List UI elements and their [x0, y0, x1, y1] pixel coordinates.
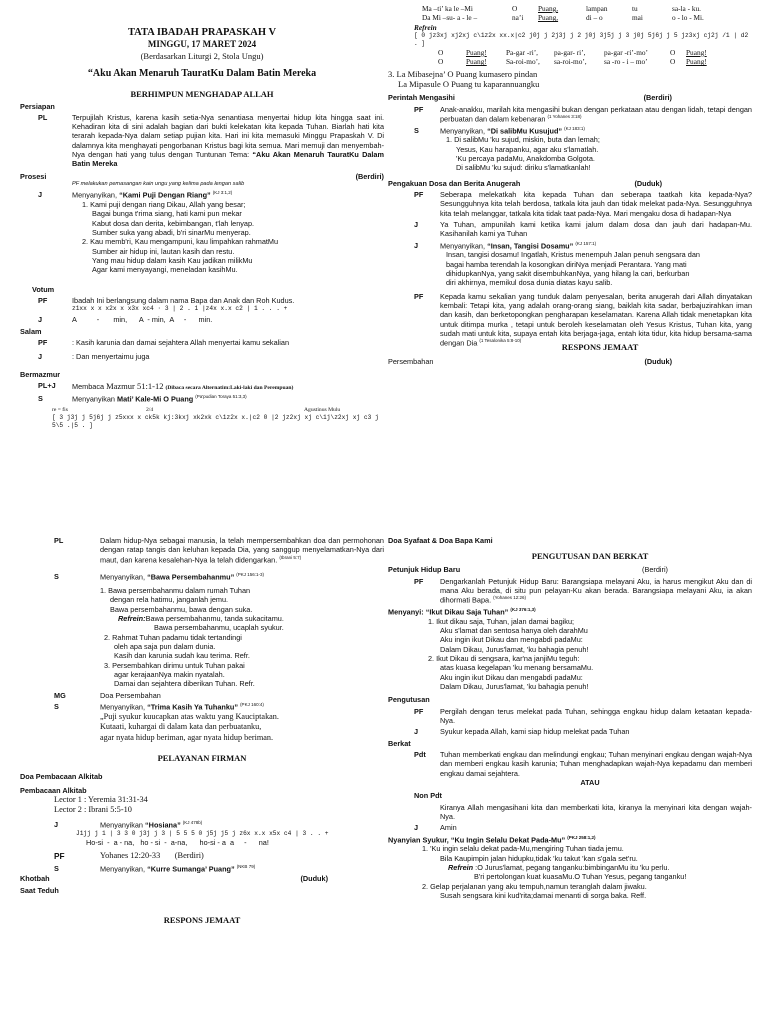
- label-pengutusan: Pengutusan: [388, 695, 430, 705]
- pengutusan-text: Pergilah dengan terus melekat pada Tuhan, sehingga engkau hidup dalam ketaatan kepada-Nya.: [440, 706, 752, 725]
- speaker: J: [414, 727, 419, 737]
- refrein-line-1: [388, 48, 752, 57]
- song-verse-ikut: [388, 617, 752, 692]
- amin-row: [20, 315, 384, 324]
- lyric: di – o: [586, 13, 603, 23]
- persiapan-body: Terpujilah Kristus, karena kasih setia-Nya senantiasa menyertai hidup kita hingga saat ini. Kehadiran kita di sini adalah bagian dari bukti kelekatan kita kepada Tuhan. Biarlah hati kita terarah kepada-Nya dalam setiap pujian kita. Hari ini kita memasuki Minggu Prapaskah V. Di dalamnya kita menghayati pengorbanan Kristus bagi kita semua. Mari memuji dan menyembah-Nya dengan hati yang tulus dengan Tuntunan Tema:: [72, 112, 384, 160]
- verse-line: 1. Ikut dikau saja, Tuhan, jalan damai bagiku;: [428, 616, 575, 626]
- song-ref: (KJ 478b): [182, 820, 203, 826]
- label-doa-pembacaan: Doa Pembacaan Alkitab: [20, 772, 103, 782]
- song-title: “Bawa Persembahanmu”: [147, 572, 235, 582]
- hosiana-row: [20, 820, 384, 830]
- section-respons-2: RESPONS JEMAAT: [163, 915, 241, 926]
- berita-row: [388, 292, 752, 348]
- verse-line: bagai hamba terendah la kosongkan diriNya menjadi Perantara. Yang mati: [446, 259, 687, 269]
- song-ref: (PKJ 258:1,2): [567, 834, 596, 840]
- lector-2: [20, 805, 384, 816]
- sing-label: Menyanyikan: [100, 820, 146, 830]
- injil-line: [100, 851, 384, 862]
- lyric: o - lo - Mi.: [672, 13, 704, 23]
- speaker: J: [414, 823, 419, 833]
- amin-text: Amin: [440, 823, 457, 833]
- posture-berdiri: (Berdiri): [643, 93, 672, 103]
- right-column-1: [388, 4, 752, 512]
- salam-j-text: : Dan menyertaimu juga: [72, 352, 150, 362]
- sing-label: Menyanyikan,: [100, 572, 148, 582]
- mazmur-row: [20, 381, 384, 392]
- label-saat-teduh: Saat Teduh: [20, 885, 59, 895]
- label-pengakuan: Pengakuan Dosa dan Berita Anugerah: [388, 178, 521, 188]
- mazmur-note: (Dibaca secara Alternatim:Laki-laki dan Perempuan): [165, 384, 294, 391]
- lyric: sa-la - ku.: [672, 4, 701, 13]
- section-berhimpun: BERHIMPUN MENGHADAP ALLAH: [130, 88, 274, 99]
- lyric: Puang,: [538, 4, 559, 13]
- song-verse-1: [20, 200, 384, 275]
- speaker: J: [414, 240, 419, 250]
- lyric: tu: [632, 4, 638, 13]
- votum-notation: z1xx x x x2x x x3x xc4 · 3 | 2 . 1 |z4x x.x c2 | 1 . . . +: [72, 305, 288, 313]
- petunjuk-text: [440, 577, 752, 605]
- song-ref: (KJ 3:1,2): [212, 190, 233, 196]
- persembahan-pl-row: [20, 536, 384, 564]
- song-title: “Kami Puji Dengan Riang”: [119, 190, 211, 200]
- verse-line: Bagai bunga t'rima siang, hati kami pun mekar: [92, 209, 242, 219]
- song-title: “Kurre Sumanga’ Puang”: [147, 864, 235, 874]
- song-verse-bawa: [20, 586, 384, 689]
- verse-line: 1. Bawa persembahanmu dalam rumah Tuhan: [100, 586, 251, 596]
- label-berkat: Berkat: [388, 738, 411, 748]
- label-pembacaan: Pembacaan Alkitab: [20, 785, 87, 795]
- speaker: J: [38, 190, 43, 200]
- refrein-line: Bawa persembahanmu, ucaplah syukur.: [154, 623, 284, 633]
- label-prosesi: Prosesi: [20, 171, 47, 181]
- speaker: PF: [414, 291, 424, 301]
- syukur-line: [388, 835, 752, 845]
- sing2-row: [388, 126, 752, 136]
- pengakuan-header: [388, 179, 752, 188]
- verse-line: Aku s'lamat dan sentosa hanya oleh darahMu: [440, 626, 588, 636]
- page-title: TATA IBADAH PRAPASKAH V: [127, 27, 277, 38]
- verse-line: Aku ingin ikut Dikau dan mengabdi padaMu:: [440, 635, 583, 645]
- hosiana-lyric: Ho-si - a - na, ho - si - a-na, ho-si - a a - na!: [86, 837, 269, 847]
- amin-row-2: [388, 823, 752, 832]
- verse-line: Kabut dosa dan derita, kebimbangan, t'lah lenyap.: [92, 218, 255, 228]
- lyric: Da Mi –su- a - le –: [422, 13, 478, 23]
- verse-line: Kasih dan karunia sudah kau terima. Refr.: [114, 651, 250, 661]
- non-pdt-row: [388, 803, 752, 822]
- speaker: J: [38, 315, 43, 325]
- lector-label: Lector 2 :: [54, 805, 89, 815]
- refrein-label: Refrein: [414, 22, 437, 32]
- left-column-1: [20, 26, 384, 512]
- refrein-line-2: [388, 57, 752, 66]
- pengakuan-j-row: [388, 220, 752, 239]
- persembahan-header: [388, 357, 752, 366]
- verse-line: Sumber air hidup ini, lautan kasih dan restu.: [92, 246, 235, 256]
- verse-line: Agar kami menyayangi, meneladan kasihMu.: [92, 265, 238, 275]
- song-title: “Insan, Tangisi Dosamu”: [487, 241, 574, 251]
- song-verse-dekat: [388, 844, 752, 900]
- sing-label: Menyanyikan: [72, 394, 118, 404]
- posture-berdiri: (Berdiri): [355, 171, 384, 181]
- persembahan-pl-text: [100, 536, 384, 564]
- speaker: PF: [414, 706, 424, 716]
- verse-line: 'Ku percaya padaMu, Anakdomba Golgota.: [456, 154, 595, 164]
- verse-line: atas kuasa kegelapan 'ku menang bersamaMu.: [440, 663, 594, 673]
- pengakuan-text: Seberapa melekatkah kita kepada Tuhan dan seberapa taatkah kita kepada-Nya? Sesungguhnya kita telah berdosa, tatkala kita jauh dan tidak melekat pada-Nya. Sesungguhnya kita telah melanggar, tatkala kita tidak taat pada-Nya. Mari mengaku dosa di hadapan-Nya: [440, 190, 752, 218]
- verse-line: 1. Di salibMu 'ku sujud, miskin, buta dan lemah;: [446, 135, 600, 145]
- lector-label: Lector 1 :: [54, 794, 89, 804]
- liturgy-basis: (Berdasarkan Liturgi 2, Stola Ungu): [140, 50, 264, 61]
- song-composer: Agustinus Mulu: [304, 406, 341, 413]
- hosiana-notation: J1jj j 1 | 3 3 0 j3j j 3 | 5 5 5 0 j5j j5 j z6x x.x x5x c4 | 3 . . +: [76, 829, 329, 837]
- speaker: Pdt: [414, 749, 426, 759]
- label-salam: Salam: [20, 326, 42, 336]
- verse-line: 1. 'Ku ingin selalu dekat pada-Mu,mengiring Tuhan tiada jemu.: [422, 844, 624, 854]
- sing-row: [20, 190, 384, 200]
- mazmur-sing: [72, 394, 384, 404]
- verse-line: Aku ingin ikut Dikau dan mengabdi padaMu:: [440, 672, 583, 682]
- song-title: Mati’ Kale-Mi O Puang: [117, 394, 194, 404]
- verse-line: Susah sengsara kini kud'rita;damai menanti di sorga baka. Reff.: [440, 890, 647, 900]
- verse-line: 2. Gelap perjalanan yang aku tempuh,namun teranglah dalam jiwaku.: [422, 881, 647, 891]
- petunjuk-header: [388, 565, 752, 574]
- refrein-notation: [ 0 jz3xj xj2xj c\1z2x xx.x|c2 j0j j 2j3j j 2 j0j 3j5j j 3 j0j 5j6j j 5 jz3xj cj2j /1 | d2 . ]: [414, 31, 749, 47]
- refrein-line: B'ri pertolongan kuat kuasaMu.O Tuhan Yesus, pegang tanganku!: [474, 872, 687, 882]
- posture-duduk: (Duduk): [300, 874, 328, 884]
- label-petunjuk: Petunjuk Hidup Baru: [388, 565, 461, 575]
- posture-berdiri: (Berdiri): [642, 565, 668, 575]
- lyric: O: [438, 57, 444, 67]
- salam-pf-text: : Kasih karunia dan damai sejahtera Allah menyertai kamu sekalian: [72, 337, 290, 347]
- speaker: PL: [38, 112, 48, 122]
- verse-line: Insan, tangisi dosamu! Ingatlah, Kristus menempuh Jalan penuh sengsara dan: [446, 250, 700, 260]
- speaker: S: [54, 572, 59, 582]
- khotbah-header: [20, 874, 384, 883]
- trima-kasih-sing: [100, 702, 384, 712]
- song-title: “Ku Ingin Selalu Dekat Pada-Mu”: [450, 835, 566, 844]
- verse-line: 2. Kau memb'ri, Kau mengampuni, kau limpahkan rahmatMu: [82, 237, 279, 247]
- song-ref: (KJ 183:1): [564, 125, 585, 131]
- speaker: J: [414, 220, 419, 230]
- speaker: S: [414, 125, 419, 135]
- sing-label: Menyanyikan,: [100, 864, 148, 874]
- song-notation: [ 3 j3j j 5j6j j z5xxx x ck5k kj:3kxj xk2xk c\1z2x x.|c2 0 |2 jz2xj xj c\1j\z2xj xj c3 j 5\5 .|5 . ]: [52, 413, 379, 429]
- speaker: J: [38, 352, 43, 362]
- label-doa-syafaat: Doa Syafaat & Doa Bapa Kami: [388, 536, 493, 545]
- speaker: S: [38, 394, 43, 404]
- amin-text: A - min, A - min, A - min.: [72, 315, 213, 325]
- mazmur-sing-row: [20, 394, 384, 404]
- persembahan-sing: [100, 572, 384, 582]
- salam-row-pf: [20, 338, 384, 347]
- verse-line: Bawa persembahanmu, bawa dengan suka.: [110, 604, 253, 614]
- petunjuk-body: Dengarkanlah Petunjuk Hidup Baru: Barangsiapa melayani Aku, ia harus mengikut Aku dan di mana Aku berada, di situ pun pelayan-Ku akan berada. Barangsiapa melayani Aku, ia akan dihormati Bapa.: [440, 576, 752, 605]
- verse-line: Yesus, Kau harapanku, agar aku s'lamatlah.: [456, 144, 599, 154]
- speaker: PL: [54, 536, 64, 545]
- doa-persembahan: Doa Persembahan: [100, 690, 161, 700]
- verse-line: 2. Ikut Dikau di sengsara, kar'na janjiMu teguh:: [428, 654, 580, 663]
- refrein-label: Refrein:: [118, 614, 146, 624]
- service-theme: “Aku Akan Menaruh TauratKu Dalam Batin Mereka: [87, 67, 317, 79]
- speaker: PF: [414, 576, 424, 586]
- perintah-header: [388, 93, 752, 102]
- persiapan-text: [72, 113, 384, 169]
- mazmur-label: Membaca: [72, 381, 107, 391]
- verse-line: Di salibMu 'ku sujud: diriku s'lamatkanlah!: [456, 163, 591, 173]
- label-khotbah: Khotbah: [20, 874, 50, 884]
- song-verse-salib: [388, 135, 752, 172]
- label-persembahan: Persembahan: [388, 357, 434, 367]
- verse-line: Dalam Dikau, Jurus'lamat, 'ku bahagia penuh!: [440, 644, 589, 654]
- song-ref: (PKJ 156:1-3): [236, 572, 265, 578]
- speaker: PF: [414, 190, 424, 200]
- song-meter: 2/4: [146, 406, 154, 413]
- menyanyi-line: [388, 607, 752, 617]
- lyric: Pa-gar -ri’,: [506, 47, 539, 57]
- petunjuk-row: [388, 577, 752, 605]
- speaker: PF: [38, 337, 48, 347]
- lyric: Puang!: [686, 47, 707, 57]
- right-column-2: [388, 534, 752, 1024]
- song-trima-kasih: [20, 712, 384, 744]
- label-bermazmur: Bermazmur: [20, 369, 61, 379]
- refrein-line: :O Jurus'lamat, pegang tanganku:bimbinganMu itu 'ku perlu.: [473, 862, 670, 872]
- verse-line: Damai dan sejahtera diberikan Tuhan. Refr.: [114, 679, 255, 689]
- berita-body: Kepada kamu sekalian yang tunduk dalam penyesalan, berita anugerah dari Allah dinyatakan kembali: Tetapi kita, yang adalah orang-orang siang, baiklah kita sadar, berbajuzirahkan iman dan kasih, dan berketopongkan pengharapan keselamatan. Karena Allah tidak menetapkan kita untuk ditimpa murka , tetapi untuk beroleh keselamatan oleh Yesus Kristus, Tuhan kita, yang sudah mati untuk kita, supaya entah kita berjaga-jaga, entah kita tidur, kita hidup bersama-sama dengan Dia: [440, 291, 752, 348]
- lyric: pa-gar- ri’,: [554, 47, 586, 57]
- verse-line: Bila Kaupimpin jalan hidupku,tidak 'ku takut 'kan s'gala set'ru.: [440, 853, 638, 863]
- song-title: “Hosiana”: [145, 820, 181, 830]
- kurre-sing: [100, 864, 384, 874]
- speaker: PF: [414, 104, 424, 114]
- song-ref: (NKB 79): [236, 863, 256, 869]
- lyric: pa-gar -ri’-mo’: [604, 47, 648, 57]
- song-title: “Ikut Dikau Saja Tuhan”: [425, 607, 509, 617]
- verse-line: diri akhirnya, memikul dosa dunia diatas kayu salib.: [446, 278, 613, 288]
- sing3-line: [440, 241, 752, 251]
- refrein-label: Refrein: [448, 862, 474, 872]
- left-column-2: [20, 534, 384, 1024]
- lyric: Puang!: [686, 57, 707, 67]
- sing-label: Menyanyi:: [388, 607, 426, 617]
- perintah-row: [388, 105, 752, 124]
- scripture-ref: (1 Yohanes 3:18): [547, 113, 582, 119]
- votum-text: Ibadah Ini berlangsung dalam nama Bapa dan Anak dan Roh Kudus.: [72, 295, 295, 305]
- sing-label: Menyanyikan,: [72, 190, 120, 200]
- verse-line: agar kerajaanNya makin nyatalah.: [114, 670, 225, 680]
- hosiana-sing: [100, 820, 384, 830]
- mg-row: [20, 691, 384, 700]
- verse-line: 3. Persembahkan dirimu untuk Tuhan pakai: [104, 660, 245, 670]
- lyric: Puang,: [538, 13, 559, 23]
- mazmur-ref: Mazmur 51:1-12: [106, 380, 164, 391]
- speaker: PL+J: [38, 380, 56, 390]
- lyric: Sa-roi-mo’,: [506, 57, 540, 67]
- verse-line: dihidupkanNya, yang sakit disembuhkanNya, yang hilang la cari, berkurban: [446, 269, 690, 279]
- prosesi-note: PF melakukan pemasangan kain ungu yang kelima pada lengan salib: [72, 181, 245, 188]
- lector-reading: Yeremia 31:31-34: [88, 794, 148, 804]
- posture-berdiri: (Berdiri): [174, 851, 204, 861]
- lyric: mai: [632, 13, 643, 23]
- sing3-row: [388, 241, 752, 251]
- verse-line: 2. Rahmat Tuhan padamu tidak tertandingi: [104, 632, 242, 642]
- verse-line: oleh apa saja pun dalam dunia.: [114, 642, 216, 652]
- pengutusan-j-row: [388, 727, 752, 736]
- verse-line: 1. Kami puji dengan riang Dikau, Allah yang besar;: [82, 200, 246, 210]
- song-key: re = fis: [52, 406, 68, 413]
- lyric: sa-roi-mo’,: [554, 57, 587, 67]
- song-verse-insan: [388, 250, 752, 287]
- prosesi-header: [20, 172, 384, 181]
- pengakuan-j-text: Ya Tuhan, ampunilah kami ketika kami jalum dalam dosa dan jauh dari hadapan-Mu. Kasihanilah kami ya Tuhan: [440, 220, 752, 239]
- kurre-row: [20, 864, 384, 874]
- injil-row: [20, 851, 384, 862]
- lyric: Ma –ti’ ka le –Mi: [422, 4, 473, 13]
- label-perintah: Perintah Mengasihi: [388, 93, 455, 103]
- speaker: J: [54, 820, 59, 830]
- lyric: O: [670, 47, 676, 57]
- perintah-text: [440, 105, 752, 124]
- lyric: Puang!: [466, 47, 487, 57]
- label-non-pdt: Non Pdt: [414, 791, 442, 801]
- votum-row: [20, 296, 384, 305]
- persiapan-theme: “Aku Akan Menaruh TauratKu Dalam Batin Mereka: [72, 150, 384, 169]
- label-votum: Votum: [32, 284, 55, 294]
- lector-reading: Ibrani 5:5-10: [88, 805, 132, 815]
- speaker: S: [54, 863, 59, 873]
- non-pdt-text: Kiranya Allah mengasihani kita dan memberkati kita, kiranya la menyinari kita dengan wajah-Nya.: [440, 802, 752, 821]
- posture-duduk: (Duduk): [634, 178, 662, 188]
- sing-label: Menyanyikan,: [440, 241, 488, 251]
- speaker: S: [54, 702, 59, 712]
- section-pelayanan-firman: PELAYANAN FIRMAN: [157, 753, 247, 764]
- sing-label: Menyanyikan,: [440, 126, 488, 136]
- sing-label: Menyanyikan,: [100, 702, 148, 712]
- verse-line: „Puji syukur kuucapkan atas waktu yang Kauciptakan.: [100, 711, 279, 721]
- speaker-blank: [388, 803, 440, 822]
- scripture-ref: (1 Tesalonika 5:8-10): [479, 338, 522, 344]
- song-ref: (KJ 157:1): [575, 240, 597, 246]
- section-pengutusan: PENGUTUSAN DAN BERKAT: [531, 551, 649, 562]
- section-respons: RESPONS JEMAAT: [561, 342, 639, 353]
- lector-1: [20, 795, 384, 806]
- speaker: PF: [38, 295, 48, 305]
- salam-row-j: [20, 352, 384, 361]
- pengutusan-row: [388, 707, 752, 726]
- mazmur-line: [72, 381, 384, 392]
- lyric: Puang!: [466, 57, 487, 67]
- verse-line: Yang mau hidup dalam kasih Kau jadikan milikMu: [92, 256, 253, 265]
- scripture-ref: (Yohanes 12:26): [493, 595, 527, 601]
- speaker: PF: [54, 851, 65, 862]
- refrein-line: Bawa persembahanmu, tanda sukacitamu.: [145, 614, 284, 624]
- service-date: MINGGU, 17 MARET 2024: [147, 39, 257, 50]
- speaker: MG: [54, 690, 66, 700]
- verse-3-line-1: 3. La Mibasejna’ O Puang kumasero pindan: [388, 68, 538, 79]
- bottom-page: [0, 512, 768, 1024]
- verse-3-line-2: La Mipasule O Puang tu kaparannuangku: [398, 79, 540, 90]
- song-meta: [20, 407, 384, 414]
- lyric-line-1: [388, 4, 752, 13]
- lyric: O: [670, 57, 676, 67]
- lyric-line-2: [388, 13, 752, 22]
- pengutusan-j-text: Syukur kepada Allah, kami siap hidup melekat pada Tuhan: [440, 727, 630, 737]
- trima-kasih-row: [20, 702, 384, 712]
- persembahan-body: Dalam hidup-Nya sebagai manusia, la telah mempersembahkan doa dan permohonan dengan ratap tangis dan keluhan kepada Dia, yang sanggup menyelamatkan-Nya dari maut, dan karena kesalehan-Nya la telah didengarkan.: [100, 536, 384, 565]
- lyric: O: [438, 47, 444, 57]
- persiapan-row: [20, 113, 384, 169]
- verse-line: Sumber suka yang abadi, b'ri sinarMu menyerap.: [92, 228, 251, 238]
- song-ref: (PKJ 160:4): [240, 702, 264, 708]
- posture-duduk: (Duduk): [644, 357, 672, 367]
- pengakuan-row: [388, 190, 752, 218]
- lyric: lampan: [586, 4, 608, 13]
- lyric: na’i: [512, 13, 524, 23]
- perintah-body: Anak-anakku, marilah kita mengasihi bukan dengan perkataan atau dengan lidah, tetapi dengan perbuatan dan dalam kebenaran: [440, 104, 752, 124]
- verse-line: Kutaati, kuhargai di dalam kata dan perbuatanku,: [100, 722, 262, 732]
- sing2-line: [440, 126, 752, 136]
- berita-text: [440, 292, 752, 348]
- scripture-ref: (Ibrani 5:7): [279, 554, 302, 560]
- sing-line: [72, 190, 384, 200]
- lyric: sa -ro - i – mo’: [604, 57, 648, 67]
- verse-line: agar nyata hidup beriman, agar nyata hidup beriman.: [100, 732, 274, 742]
- persembahan-sing-row: [20, 572, 384, 582]
- verse-line: Dalam Dikau, Jurus'lamat, 'ku bahagia penuh!: [440, 681, 589, 691]
- song-title: “Di salibMu Kusujud”: [487, 126, 563, 136]
- song-title: “Trima Kasih Ya Tuhanku”: [147, 702, 239, 712]
- berkat-text: Tuhan memberkati engkau dan melindungi engkau; Tuhan menyinari engkau dengan wajah-Nya dan memberi engkau kasih karunia; Tuhan menghadapkan wajah-Nya kepadamu dan memberi engkau damai sejahtera.: [440, 749, 752, 778]
- song-ref: (KJ 376:1,3): [510, 606, 536, 612]
- label-persiapan: Persiapan: [20, 101, 55, 111]
- sing-label: Nyanyian Syukur,: [388, 835, 451, 844]
- song-ref: (Pa'pudian Toraya 51:3,3): [195, 394, 247, 400]
- berkat-row: [388, 750, 752, 778]
- verse-line: dengan rela hatimu, janganlah jemu.: [110, 595, 229, 605]
- atau-label: ATAU: [580, 777, 600, 787]
- gospel-reading: Yohanes 12:20-33: [100, 851, 161, 861]
- lyric: O: [512, 4, 518, 13]
